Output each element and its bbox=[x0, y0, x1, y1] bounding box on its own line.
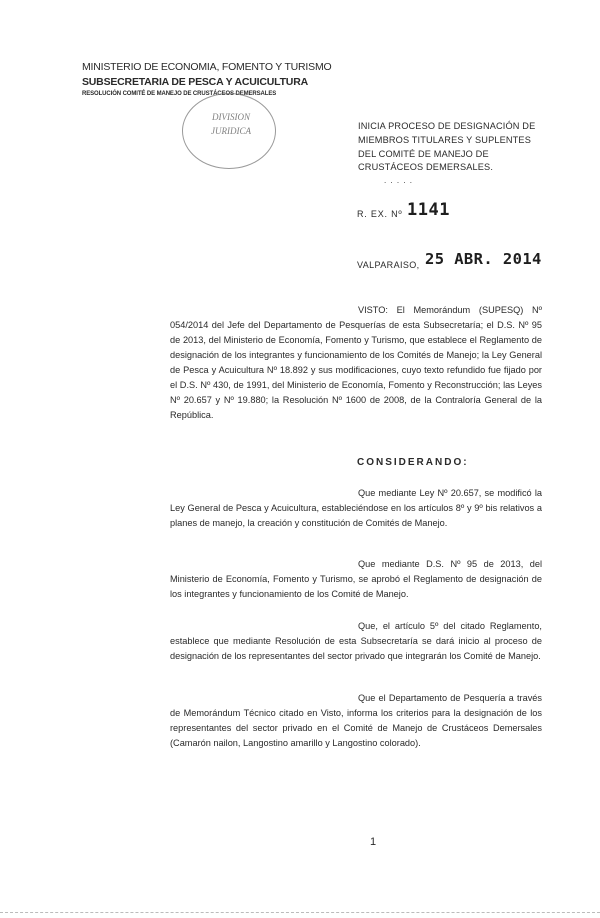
page-number: 1 bbox=[370, 836, 377, 848]
considerando-paragraph-4: Que el Departamento de Pesquería a través de Memorándum Técnico citado en Visto, informa los criterios para la designación de los representantes del sector privado en el Comité de Manejo de Crustáceos Demersales (Camarón nailon, Langostino amarillo y Langostino colorado). bbox=[170, 693, 542, 748]
considerando-paragraph-3: Que, el artículo 5º del citado Reglamento, establece que mediante Resolución de esta Subsecretaría se dará inicio al proceso de designación de los representantes del sector privado que integrarán los Comité de Manejo. bbox=[170, 621, 542, 661]
resolution-date: 25 ABR. 2014 bbox=[425, 250, 542, 268]
rex-label: R. EX. Nº bbox=[357, 209, 403, 219]
dots-separator: . . . . . bbox=[384, 176, 414, 185]
ministry-name: MINISTERIO DE ECONOMIA, FOMENTO Y TURISMO bbox=[82, 61, 332, 73]
place-label: VALPARAISO, bbox=[357, 260, 420, 270]
visto-paragraph: VISTO: El Memorándum (SUPESQ) Nº 054/2014 del Jefe del Departamento de Pesquerías de esta Subsecretaría; el D.S. Nº 95 de 2013, del Ministerio de Economía, Fomento y Turismo, que establece el Reglamento de designación de los integrantes y funcionamiento de los Comités de Manejo; la Ley General de Pesca y Acuicultura Nº 18.892 y sus modificaciones, cuyo texto refundido fue fijado por el D.S. Nº 430, de 1991, del Ministerio de Economía, Fomento y Reconstrucción; las Leyes Nº 20.657 y Nº 19.880; la Resolución Nº 1600 de 2008, de la Contraloría General de la República. bbox=[170, 305, 542, 420]
stamp-line-2: JURIDICA bbox=[211, 126, 251, 136]
division-juridica-stamp bbox=[182, 93, 276, 169]
stamp-line-1: DIVISION bbox=[212, 112, 250, 122]
considerando-paragraph-2: Que mediante D.S. Nº 95 de 2013, del Ministerio de Economía, Fomento y Turismo, se aprobó el Reglamento de designación de los integrantes y funcionamiento de los Comité de Manejo. bbox=[170, 559, 542, 599]
considerando-paragraph-1: Que mediante Ley Nº 20.657, se modificó la Ley General de Pesca y Acuicultura, estableciéndose en los artículos 8º y 9º bis relativos a planes de manejo, la creación y constitución de Comités de Manejo. bbox=[170, 488, 542, 528]
scan-edge bbox=[0, 912, 600, 914]
subsecretaria-name: SUBSECRETARIA DE PESCA Y ACUICULTURA bbox=[82, 76, 308, 88]
resolucion-line: RESOLUCIÓN COMITÉ DE MANEJO DE CRUSTÁCEOS DEMERSALES bbox=[82, 91, 277, 97]
rex-number: 1141 bbox=[407, 200, 450, 220]
resolution-subject: INICIA PROCESO DE DESIGNACIÓN DE MIEMBROS TITULARES Y SUPLENTES DEL COMITÉ DE MANEJO DE CRUSTÁCEOS DEMERSALES. bbox=[358, 121, 536, 173]
considerando-heading: CONSIDERANDO: bbox=[357, 457, 469, 468]
